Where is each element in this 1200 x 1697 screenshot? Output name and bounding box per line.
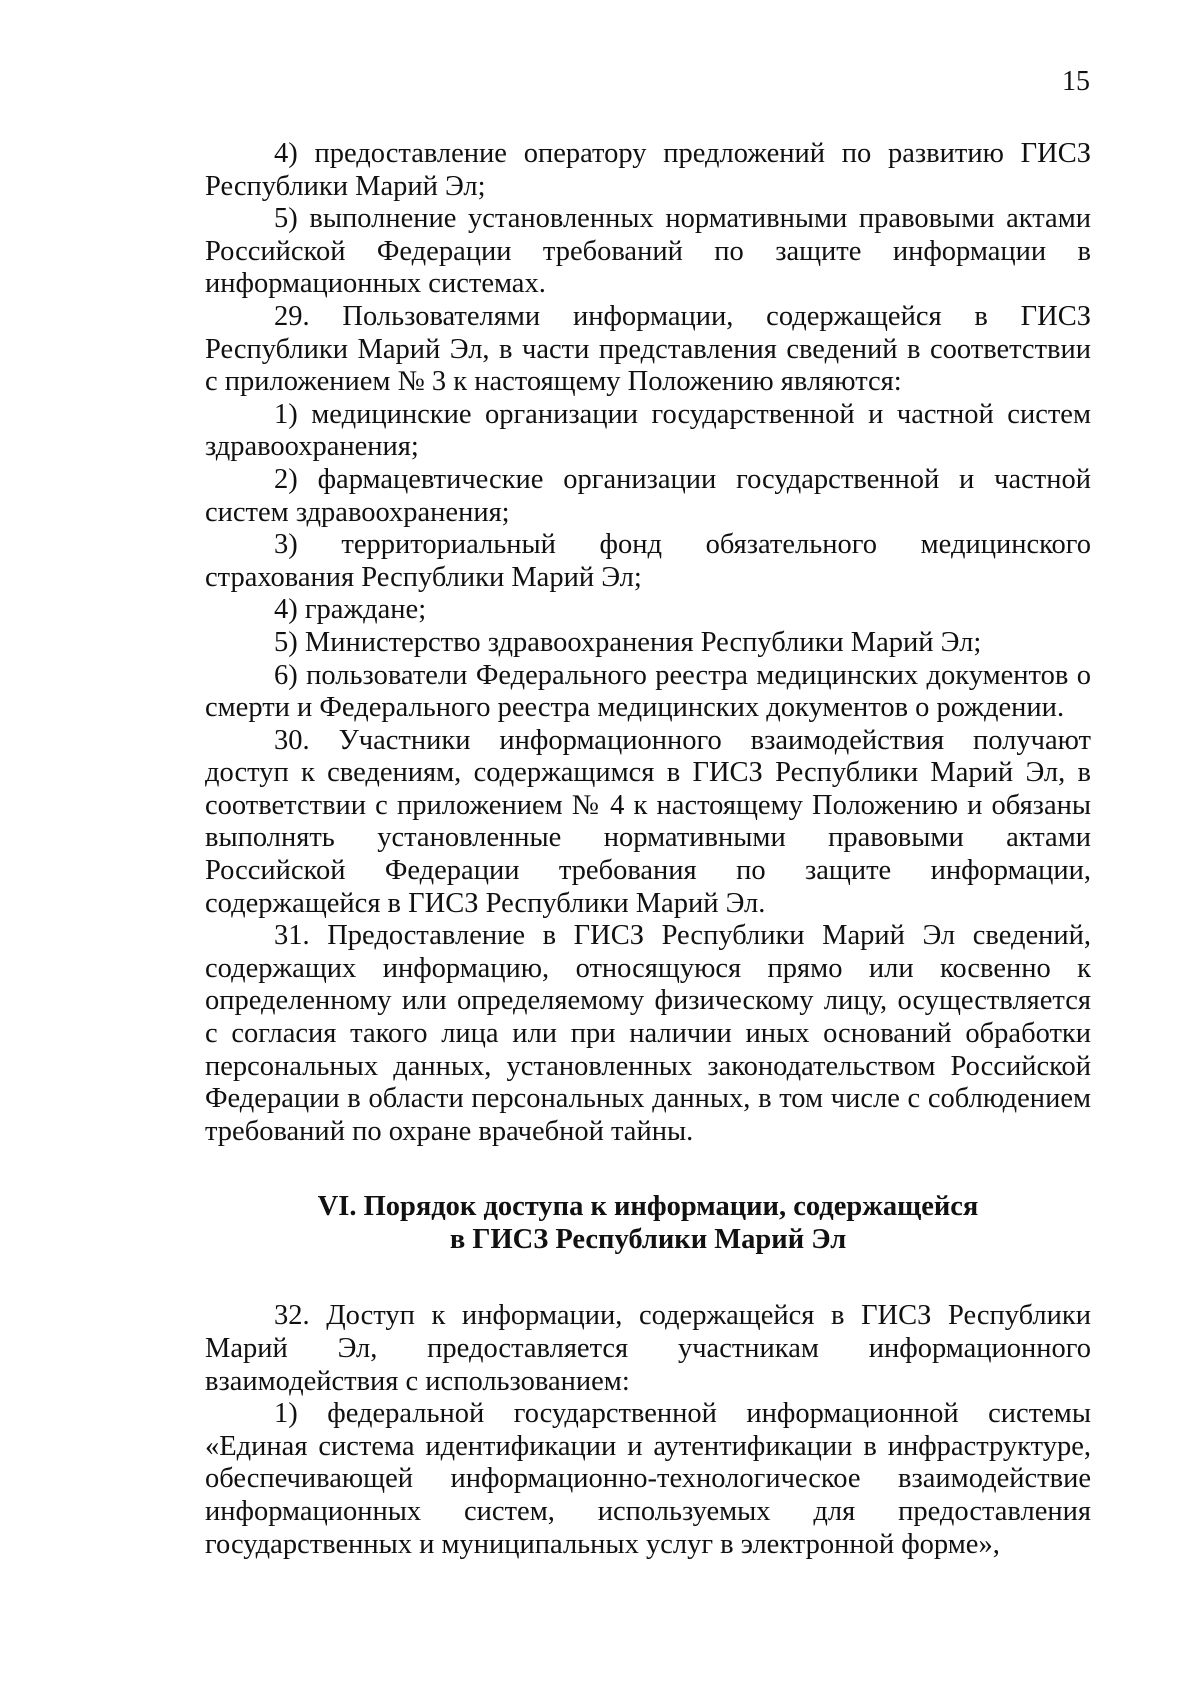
paragraph-clause-31: 31. Предоставление в ГИСЗ Республики Марий Эл сведений, содержащих информацию, относящуюся прямо или косвенно к определенному или определяемому физическому лицу, осуществляется с согласия такого лица или при наличии иных оснований обработки персональных данных, установленных законодательством Российской Федерации в области персональных данных, в том числе с соблюдением требований по охране врачебной тайны. <box>205 920 1091 1147</box>
paragraph-clause-32: 32. Доступ к информации, содержащейся в ГИСЗ Республики Марий Эл, предоставляется участникам информационного взаимодействия с использованием: <box>205 1300 1091 1397</box>
paragraph-item-4-proposals: 4) предоставление оператору предложений по развитию ГИСЗ Республики Марий Эл; <box>205 138 1091 202</box>
section-heading-line-2: в ГИСЗ Республики Марий Эл <box>449 1224 847 1256</box>
document-body <box>205 138 1091 1561</box>
section-heading <box>205 1190 1091 1256</box>
paragraph-clause-29: 29. Пользователями информации, содержащейся в ГИСЗ Республики Марий Эл, в части представления сведений в соответствии с приложением № 3 к настоящему Положению являются: <box>205 300 1091 398</box>
paragraph-users-item-1: 1) медицинские организации государственной и частной систем здравоохранения; <box>205 398 1091 463</box>
paragraph-access-item-1: 1) федеральной государственной информационной системы «Единая система идентификации и аутентификации в инфраструктуре, обеспечивающей информационно-технологическое взаимодействие информационных систем, используемых для предоставления государственных и муниципальных услуг в электронной форме», <box>205 1398 1091 1560</box>
paragraph-clause-30: 30. Участники информационного взаимодействия получают доступ к сведениям, содержащимся в ГИСЗ Республики Марий Эл, в соответствии с приложением № 4 к настоящему Положению и обязаны выполнять установленные нормативными правовыми актами Российской Федерации требования по защите информации, содержащейся в ГИСЗ Республики Марий Эл. <box>205 724 1091 919</box>
paragraph-users-item-6: 6) пользователи Федерального реестра медицинских документов о смерти и Федерального реестра медицинских документов о рождении. <box>205 659 1091 724</box>
section-heading-line-1: VI. Порядок доступа к информации, содержащейся <box>317 1191 979 1223</box>
paragraph-users-item-5: 5) Министерство здравоохранения Республики Марий Эл; <box>274 626 982 658</box>
paragraph-users-item-3: 3) территориальный фонд обязательного медицинского страхования Республики Марий Эл; <box>205 529 1091 593</box>
paragraph-item-5-security-requirements: 5) выполнение установленных нормативными правовыми актами Российской Федерации требований по защите информации в информационных системах. <box>205 203 1091 300</box>
paragraph-users-item-4: 4) граждане; <box>274 594 427 626</box>
page-number: 15 <box>1062 66 1090 97</box>
paragraph-users-item-2: 2) фармацевтические организации государственной и частной систем здравоохранения; <box>205 463 1091 528</box>
